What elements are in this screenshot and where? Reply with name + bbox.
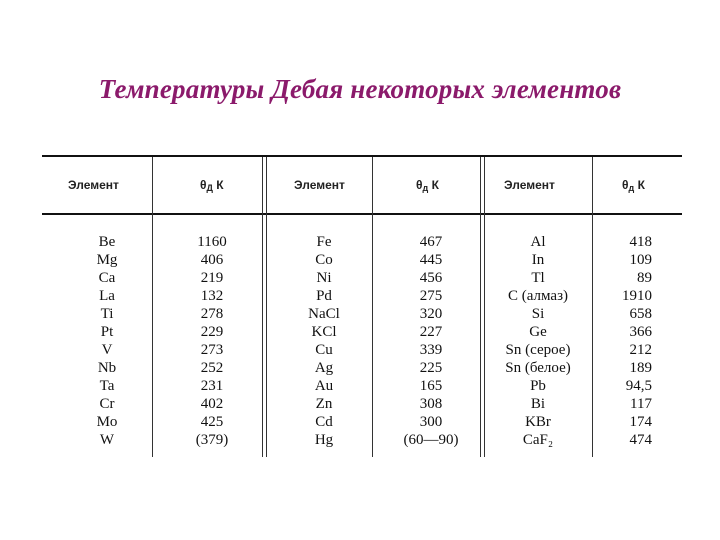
table-cell-element: Cu bbox=[315, 342, 333, 358]
table-cell-element: Ag bbox=[314, 360, 334, 376]
table-cell-value: 402 bbox=[200, 396, 224, 412]
value-column-3 bbox=[612, 233, 652, 449]
table-cell-element: Fe bbox=[316, 234, 332, 250]
theta-subscript: д bbox=[628, 183, 635, 193]
table-cell-element: CaF₂ bbox=[522, 432, 554, 448]
theta-subscript: Д bbox=[206, 183, 213, 193]
header-debye-temp-3 bbox=[622, 178, 645, 193]
theta-symbol: θ bbox=[200, 178, 207, 192]
table-cell-element: KCl bbox=[311, 324, 337, 340]
theta-symbol: θ bbox=[622, 178, 629, 192]
table-cell-element: W bbox=[99, 432, 115, 448]
table-cell-value: 165 bbox=[419, 378, 443, 394]
table-cell-element: KBr bbox=[525, 414, 551, 430]
table-cell-value: 275 bbox=[419, 288, 443, 304]
table-cell-element: Ni bbox=[316, 270, 332, 286]
column-divider bbox=[372, 157, 373, 457]
table-cell-element: Ti bbox=[100, 306, 114, 322]
table-cell-value: 212 bbox=[629, 342, 652, 358]
value-column-2 bbox=[386, 233, 476, 449]
header-element-2: Элемент bbox=[294, 178, 345, 192]
table-cell-element: Be bbox=[98, 234, 116, 250]
column-divider bbox=[484, 157, 485, 457]
table-cell-value: 278 bbox=[200, 306, 224, 322]
table-cell-element: Cd bbox=[315, 414, 333, 430]
table-cell-value: 658 bbox=[629, 306, 652, 322]
table-cell-element: Sn (серое) bbox=[505, 342, 571, 358]
header-element-1: Элемент bbox=[68, 178, 119, 192]
table-cell-element: Bi bbox=[530, 396, 546, 412]
table-cell-value: 467 bbox=[419, 234, 443, 250]
header-debye-temp-1 bbox=[200, 178, 224, 193]
table-cell-value: 1910 bbox=[622, 288, 652, 304]
table-cell-element: Ca bbox=[98, 270, 116, 286]
header-bottom-rule bbox=[42, 213, 682, 215]
unit-label: К bbox=[431, 178, 439, 192]
theta-symbol: θ bbox=[416, 178, 423, 192]
table-cell-element: Sn (белое) bbox=[505, 360, 571, 376]
table-cell-value: 89 bbox=[637, 270, 652, 286]
table-cell-element: C (алмаз) bbox=[508, 288, 568, 304]
table-cell-element: In bbox=[531, 252, 545, 268]
table-cell-value: 132 bbox=[200, 288, 224, 304]
column-divider bbox=[262, 157, 263, 457]
table-cell-value: 252 bbox=[200, 360, 224, 376]
theta-subscript: д bbox=[422, 183, 429, 193]
table-cell-value: 225 bbox=[419, 360, 443, 376]
table-cell-element: NaCl bbox=[308, 306, 340, 322]
column-divider bbox=[592, 157, 593, 457]
unit-label: К bbox=[637, 178, 645, 192]
table-cell-value: (60—90) bbox=[403, 432, 459, 448]
column-divider bbox=[480, 157, 481, 457]
value-column-1 bbox=[182, 233, 242, 449]
header-element-3: Элемент bbox=[504, 178, 555, 192]
header-debye-temp-2 bbox=[416, 178, 439, 193]
page-title: Температуры Дебая некоторых элементов bbox=[98, 74, 622, 104]
table-cell-value: 425 bbox=[200, 414, 224, 430]
table-cell-element: Ta bbox=[99, 378, 115, 394]
table-cell-value: 174 bbox=[629, 414, 652, 430]
table-cell-value: 339 bbox=[419, 342, 443, 358]
element-column-3 bbox=[490, 233, 586, 449]
table-cell-value: 418 bbox=[629, 234, 652, 250]
table-cell-value: 406 bbox=[200, 252, 224, 268]
table-cell-element: Au bbox=[314, 378, 334, 394]
unit-label: К bbox=[216, 178, 224, 192]
table-top-rule bbox=[42, 155, 682, 157]
column-divider bbox=[152, 157, 153, 457]
table-cell-value: 308 bbox=[419, 396, 443, 412]
table-cell-value: 227 bbox=[419, 324, 443, 340]
table-cell-element: Co bbox=[315, 252, 333, 268]
table-cell-element: Pb bbox=[530, 378, 546, 394]
table-cell-value: 366 bbox=[629, 324, 652, 340]
element-column-2 bbox=[294, 233, 354, 449]
table-cell-value: 456 bbox=[419, 270, 443, 286]
table-cell-element: Pd bbox=[316, 288, 332, 304]
table-cell-element: Si bbox=[531, 306, 545, 322]
table-cell-element: Ge bbox=[529, 324, 547, 340]
table-cell-element: Tl bbox=[531, 270, 545, 286]
table-cell-element: V bbox=[101, 342, 113, 358]
table-cell-element: Hg bbox=[314, 432, 334, 448]
column-divider bbox=[266, 157, 267, 457]
table-cell-value: 109 bbox=[629, 252, 652, 268]
debye-temperature-table bbox=[42, 155, 682, 460]
table-cell-element: La bbox=[99, 288, 115, 304]
table-cell-value: 445 bbox=[419, 252, 443, 268]
table-cell-element: Zn bbox=[315, 396, 333, 412]
table-cell-value: 300 bbox=[419, 414, 443, 430]
table-cell-value: 474 bbox=[629, 432, 652, 448]
table-cell-value: 231 bbox=[200, 378, 224, 394]
table-cell-element: Mo bbox=[96, 414, 118, 430]
table-cell-value: 189 bbox=[629, 360, 652, 376]
table-cell-element: Mg bbox=[96, 252, 118, 268]
table-cell-value: 219 bbox=[200, 270, 224, 286]
element-column-1 bbox=[82, 233, 132, 449]
table-cell-value: 320 bbox=[419, 306, 443, 322]
table-cell-element: Al bbox=[530, 234, 546, 250]
table-cell-value: (379) bbox=[195, 432, 229, 448]
table-cell-element: Cr bbox=[99, 396, 115, 412]
table-cell-value: 273 bbox=[200, 342, 224, 358]
table-cell-element: Nb bbox=[97, 360, 117, 376]
table-cell-value: 229 bbox=[200, 324, 224, 340]
table-cell-value: 1160 bbox=[197, 234, 227, 250]
table-cell-value: 117 bbox=[630, 396, 652, 412]
table-cell-element: Pt bbox=[100, 324, 114, 340]
table-cell-value: 94,5 bbox=[625, 378, 652, 394]
